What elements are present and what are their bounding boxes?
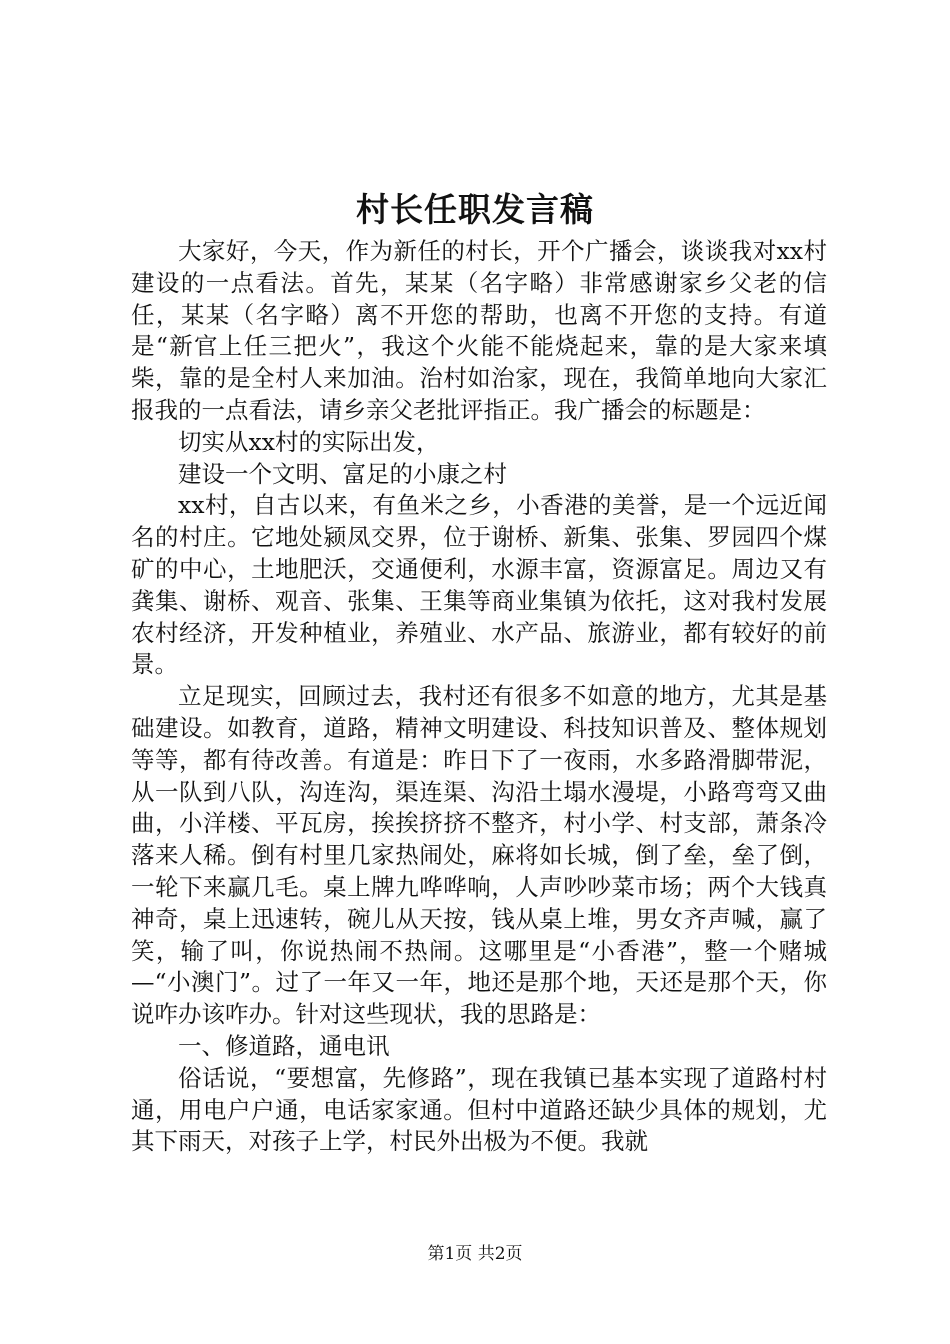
paragraph-village-overview: xx村，自古以来，有鱼米之乡，小香港的美誉，是一个远近闻名的村庄。它地处颍凤交界，位于谢桥、新集、张集、罗园四个煤矿的中心，土地肥沃，交通便利，水源丰富，资源富足。周边又有龚集、谢桥、观音、张集、王集等商业集镇为依托，这对我村发展农村经济，开发种植业，养殖业、水产品、旅游业，都有较好的前景。 (131, 491, 827, 679)
paragraph-headline-2: 建设一个文明、富足的小康之村 (178, 459, 507, 488)
paragraph-current-situation: 立足现实，回顾过去，我村还有很多不如意的地方，尤其是基础建设。如教育，道路，精神文明建设、科技知识普及、整体规划等等，都有待改善。有道是：昨日下了一夜雨，水多路滑脚带泥，从一队到八队，沟连沟，渠连渠、沟沿土塌水漫堤，小路弯弯又曲曲，小洋楼、平瓦房，挨挨挤挤不整齐，村小学、村支部，萧条冷落来人稀。倒有村里几家热闹处，麻将如长城，倒了垒，垒了倒，一轮下来赢几毛。桌上牌九哗哗响，人声吵吵菜市场；两个大钱真神奇，桌上迅速转，碗儿从天按，钱从桌上堆，男女齐声喊，赢了笑，输了叫，你说热闹不热闹。这哪里是“小香港”，整一个赌城—“小澳门”。过了一年又一年，地还是那个地，天还是那个天，你说咋办该咋办。针对这些现状，我的思路是： (131, 682, 827, 1029)
document-body (131, 236, 827, 1158)
paragraph-headline-1: 切实从xx村的实际出发， (178, 427, 440, 456)
section-heading-roads: 一、修道路，通电讯 (178, 1031, 390, 1060)
page-footer: 第1页 共2页 (427, 1244, 523, 1264)
paragraph-intro: 大家好，今天，作为新任的村长，开个广播会，谈谈我对xx村建设的一点看法。首先，某某（名字略）非常感谢家乡父老的信任，某某（名字略）离不开您的帮助，也离不开您的支持。有道是“新官上任三把火”，我这个火能不能烧起来，靠的是大家来填柴，靠的是全村人来加油。治村如治家，现在，我简单地向大家汇报我的一点看法，请乡亲父老批评指正。我广播会的标题是： (131, 237, 827, 424)
page-title: 村长任职发言稿 (356, 190, 594, 229)
paragraph-roads: 俗话说，“要想富，先修路”，现在我镇已基本实现了道路村村通，用电户户通，电话家家通。但村中道路还缺少具体的规划，尤其下雨天，对孩子上学，村民外出极为不便。我就 (131, 1063, 827, 1156)
